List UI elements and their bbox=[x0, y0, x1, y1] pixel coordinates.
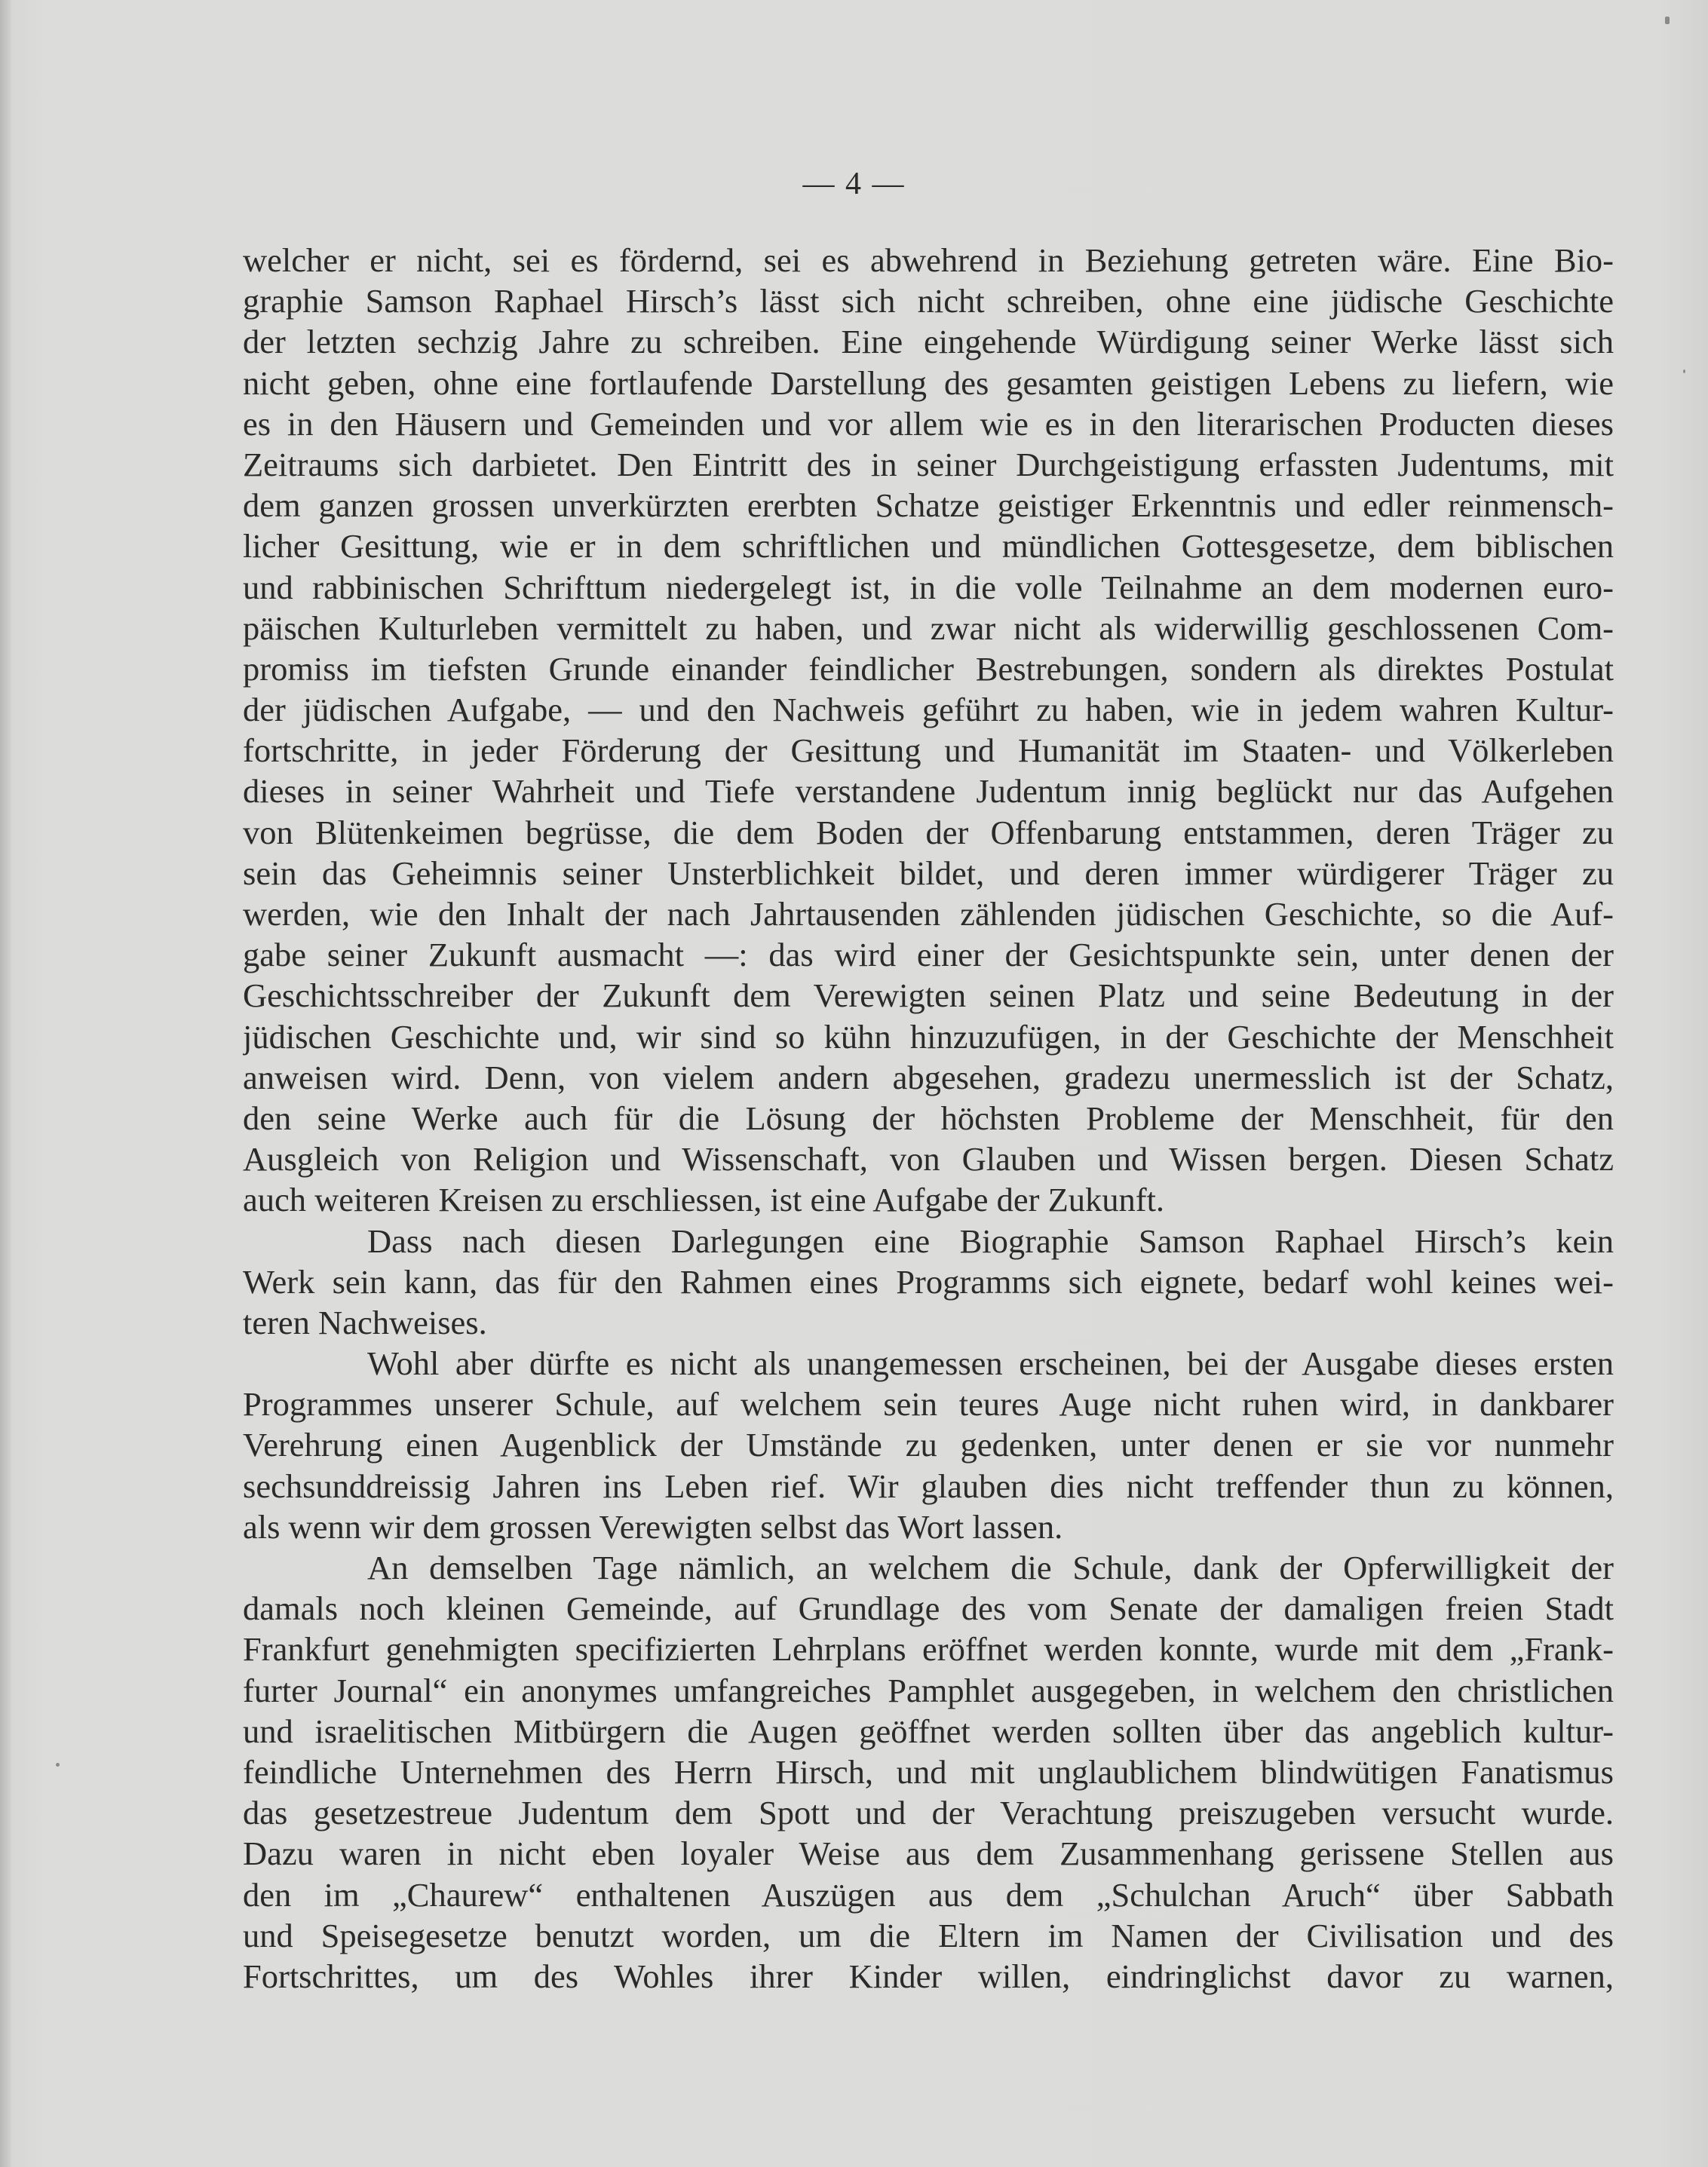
text-line: teren Nachweises. bbox=[243, 1303, 487, 1341]
text-line: gabe seiner Zukunft ausmacht —: das wird einer der Gesichtspunkte sein, unter denen der bbox=[243, 936, 1614, 974]
text-line: Verehrung einen Augenblick der Umstände zu gedenken, unter denen er sie vor nunmehr bbox=[243, 1426, 1614, 1464]
text-line: von Blütenkeimen begrüsse, die dem Boden der Offenbarung entstammen, deren Träger zu bbox=[243, 813, 1614, 851]
text-line: werden, wie den Inhalt der nach Jahrtausenden zählenden jüdischen Geschichte, so die Auf- bbox=[243, 895, 1614, 933]
text-line: jüdischen Geschichte und, wir sind so kühn hinzuzufügen, in der Geschichte der Menschheit bbox=[243, 1017, 1614, 1056]
scan-speck bbox=[1683, 369, 1685, 373]
scan-speck bbox=[1665, 17, 1670, 24]
text-line: dem ganzen grossen unverkürzten ererbten Schatze geistiger Erkenntnis und edler reinmensch- bbox=[243, 486, 1614, 525]
text-line: päischen Kulturleben vermittelt zu haben, und zwar nicht als widerwillig geschlossenen Com- bbox=[243, 608, 1614, 647]
text-line: Frankfurt genehmigten specifizierten Lehrplans eröffnet werden konnte, wurde mit dem „Frank- bbox=[243, 1630, 1614, 1669]
text-line: der jüdischen Aufgabe, — und den Nachweis geführt zu haben, wie in jedem wahren Kultur- bbox=[243, 691, 1614, 729]
text-line: Werk sein kann, das für den Rahmen eines Programms sich eignete, bedarf wohl keines wei- bbox=[243, 1262, 1614, 1301]
text-line: licher Gesittung, wie er in dem schriftlichen und mündlichen Gottesgesetze, dem biblischen bbox=[243, 527, 1614, 566]
text-line: feindliche Unternehmen des Herrn Hirsch, und mit unglaublichem blindwütigen Fanatismus bbox=[243, 1752, 1614, 1791]
text-line: Geschichtsschreiber der Zukunft dem Verewigten seinen Platz und seine Bedeutung in der bbox=[243, 976, 1614, 1015]
text-line: Wohl aber dürfte es nicht als unangemessen erscheinen, bei der Ausgabe dieses ersten bbox=[367, 1344, 1614, 1383]
text-line: nicht geben, ohne eine fortlaufende Darstellung des gesamten geistigen Lebens zu liefern, wie bbox=[243, 363, 1614, 402]
text-line: Programmes unserer Schule, auf welchem sein teures Auge nicht ruhen wird, in dankbarer bbox=[243, 1385, 1614, 1424]
text-line: auch weiteren Kreisen zu erschliessen, ist eine Aufgabe der Zukunft. bbox=[243, 1181, 1165, 1219]
text-line: Dazu waren in nicht eben loyaler Weise aus dem Zusammenhang gerissene Stellen aus bbox=[243, 1834, 1614, 1873]
text-line: Zeitraums sich darbietet. Den Eintritt des in seiner Durchgeistigung erfassten Judentums, mit bbox=[243, 445, 1614, 483]
text-line: den im „Chaurew“ enthaltenen Auszügen aus dem „Schulchan Aruch“ über Sabbath bbox=[243, 1875, 1614, 1914]
text-line: und rabbinischen Schrifttum niedergelegt ist, in die volle Teilnahme an dem modernen euro- bbox=[243, 568, 1614, 606]
text-line: Fortschrittes, um des Wohles ihrer Kinder willen, eindringlichst davor zu warnen, bbox=[243, 1957, 1614, 1995]
text-line: An demselben Tage nämlich, an welchem die Schule, dank der Opferwilligkeit der bbox=[367, 1549, 1614, 1586]
text-line: welcher er nicht, sei es fördernd, sei es abwehrend in Beziehung getreten wäre. Eine Bio- bbox=[243, 241, 1614, 279]
text-line: und Speisegesetze benutzt worden, um die Eltern im Namen der Civilisation und des bbox=[243, 1916, 1614, 1954]
text-line: anweisen wird. Denn, von vielem andern abgesehen, gradezu unermesslich ist der Schatz, bbox=[243, 1058, 1614, 1096]
text-line: das gesetzestreue Judentum dem Spott und der Verachtung preiszugeben versucht wurde. bbox=[243, 1794, 1614, 1832]
text-line: promiss im tiefsten Grunde einander feindlicher Bestrebungen, sondern als direktes Postulat bbox=[243, 649, 1614, 688]
text-line: der letzten sechzig Jahre zu schreiben. Eine eingehende Würdigung seiner Werke lässt sich bbox=[243, 323, 1614, 361]
page-edge-shadow bbox=[0, 0, 11, 2167]
scan-speck bbox=[56, 1763, 60, 1767]
text-line: sechsunddreissig Jahren ins Leben rief. Wir glauben dies nicht treffender thun zu können, bbox=[243, 1467, 1614, 1505]
text-line: sein das Geheimnis seiner Unsterblichkeit bildet, und deren immer würdigerer Träger zu bbox=[243, 854, 1614, 892]
text-line: fortschritte, in jeder Förderung der Gesittung und Humanität im Staaten- und Völkerleben bbox=[243, 731, 1614, 770]
text-line: Dass nach diesen Darlegungen eine Biographie Samson Raphael Hirsch’s kein bbox=[367, 1221, 1614, 1260]
text-line: damals noch kleinen Gemeinde, auf Grundlage des vom Senate der damaligen freien Stadt bbox=[243, 1589, 1614, 1628]
text-line: graphie Samson Raphael Hirsch’s lässt sich nicht schreiben, ohne eine jüdische Geschichte bbox=[243, 282, 1614, 320]
body-text bbox=[243, 240, 1614, 1997]
text-line: als wenn wir dem grossen Verewigten selbst das Wort lassen. bbox=[243, 1507, 1063, 1546]
text-line: es in den Häusern und Gemeinden und vor allem wie es in den literarischen Producten dieses bbox=[243, 404, 1614, 443]
text-line: und israelitischen Mitbürgern die Augen geöffnet werden sollten über das angeblich kultur- bbox=[243, 1712, 1614, 1750]
text-line: dieses in seiner Wahrheit und Tiefe verstandene Judentum innig beglückt nur das Aufgehen bbox=[243, 772, 1614, 811]
text-line: Ausgleich von Religion und Wissenschaft, von Glauben und Wissen bergen. Diesen Schatz bbox=[243, 1140, 1614, 1179]
text-line: furter Journal“ ein anonymes umfangreiches Pamphlet ausgegeben, in welchem den christlichen bbox=[243, 1671, 1614, 1709]
page-number: — 4 — bbox=[802, 167, 906, 201]
text-line: den seine Werke auch für die Lösung der höchsten Probleme der Menschheit, für den bbox=[243, 1099, 1614, 1137]
